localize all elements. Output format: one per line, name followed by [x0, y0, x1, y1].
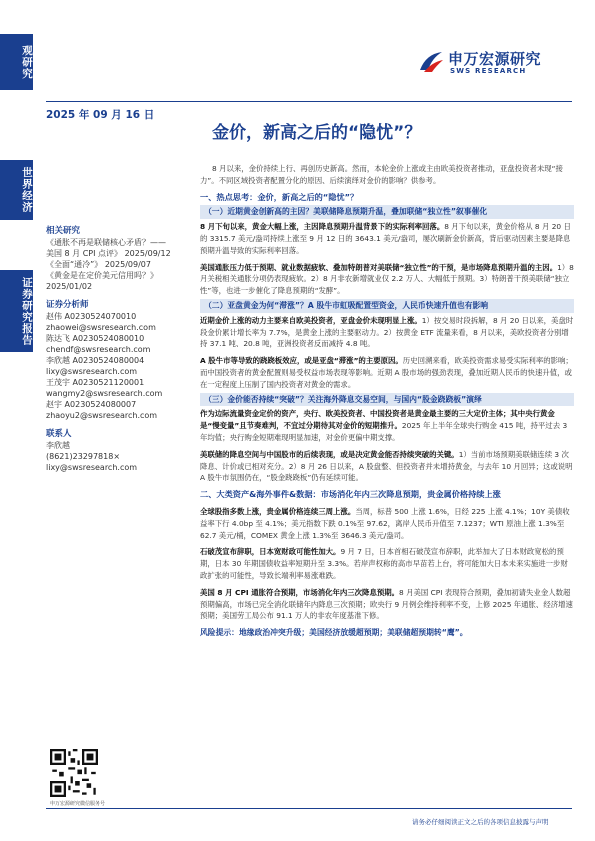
paragraph-body: 8 月美国 CPI 表现符合预期，叠加初请失业金人数超预期偏高，市场已完全消化联储年内降息三次预期；欧央行 9 月例会维持利率不变，上修 2025 年通胀、经济增速预期；美国劳工局公布 91.1 万人的非农年度基准下修。: [200, 587, 573, 621]
paragraph-body: 1）当前市场预期美联储连续 3 次降息、计价或已相对充分。2）8 月 26 日以来，A 股盘整、但投资者并未增持黄金，与去年 10 月回异；这或说明 A 股牛市氛围仍在，“股金跷跷板”仍有延续可能。: [200, 449, 573, 483]
footer-divider: [46, 808, 572, 809]
related-line: 《全面“通冷”》 2025/09/07: [46, 260, 151, 269]
paragraph-body: 1）按交易时段拆解，8 月 20 日以来，美盘时段金价累计增长率为 7.7%，是黄金上涨的主要驱动力。2）按黄金 ETF 流量来看，8 月以来，美欧投资者分别增持 37.1 吨、20.8 吨，亚洲投资者反而减持 4.8 吨。: [200, 315, 574, 349]
paragraph-body: 当周，标普 500 上涨 1.6%，日经 225 上涨 4.1%；10Y 美债收益率下行 4.0bp 至 4.1%；美元指数下跌 0.1%至 97.62，离岸人民币升值至 7.1237；WTI 原油上涨 1.3%至 62.7 美元/桶，COMEX 黄金上涨 1.3%至 3646.3 美元/盎司。: [200, 506, 570, 540]
analyst-line: 陈达飞 A0230524080010: [46, 334, 145, 343]
company-logo: [418, 48, 568, 78]
analyst-line: 王茂宇 A0230521120001: [46, 378, 145, 387]
sidebar-tag-securities-report: 证券研究报告: [0, 270, 33, 352]
paragraph-body: 2025 年上半年全球央行购金 415 吨，持平过去 3 年均值；央行购金短期难现明显加速，对金价更偏中期支撑。: [200, 421, 568, 442]
report-date: 2025 年 09 月 16 日: [46, 109, 155, 121]
contact-heading: 联系人: [46, 429, 72, 439]
section-heading-2: 二、大类资产&海外事件&数据：市场消化年内三次降息预期，贵金属价格持续上涨: [200, 489, 501, 500]
subsection-heading-1-2: （二）亚盘黄金为何“滞涨”？A 股牛市虹吸配置型资金，人民币快速升值也有影响: [200, 299, 574, 313]
sidebar-tag-world-economy: 世界经济: [0, 160, 33, 220]
paragraph-lead: A 股牛市等导致的跷跷板效应，或是亚盘“滞涨”的主要原因。: [200, 356, 403, 366]
analyst-line: 赵宇 A0230524080007: [46, 400, 137, 409]
analysts-heading: 证券分析师: [46, 300, 89, 310]
main-content: [200, 163, 574, 639]
paragraph-lead: 美联储的降息空间与中国股市的后续表现，或是决定黄金能否持续突破的关键。: [200, 449, 459, 459]
paragraph-lead: 美国 8 月 CPI 通胀符合预期，市场消化年内三次降息预期。: [200, 587, 400, 597]
paragraph-body: 9 月 7 日，日本首相石破茂宣布辞职，此举加大了日本财政宽松的预期，日本 30 年期国债收益率短期升至 3.3%。若岸声权称的高市早苗若上台，将可能加大日本未来实施进一步财政扩张的可能性，导致长端利率易涨难跌。: [200, 547, 568, 580]
analyst-line: lixy@swsresearch.com: [46, 367, 138, 376]
paragraph-lead: 美国通胀压力低于预期、就业数据疲软、叠加特朗普对美联储“独立性”的干预，是市场降息预期升温的主因。: [200, 262, 558, 272]
subsection-heading-1-1: （一）近期黄金创新高的主因？美联储降息预期升温，叠加联储“独立性”叙事催化: [200, 205, 574, 219]
side-column: [46, 226, 194, 473]
analyst-line: zhaoyu2@swsresearch.com: [46, 411, 158, 420]
intro-paragraph: 8 月以来，金价持续上行、再创历史新高。然而，本轮金价上涨或主由欧美投资者推动，亚盘投资者未现“接力”。不同区域投资者配置分化的原因、后续演绎对金价的影响？供参考。: [200, 164, 563, 185]
paragraph-lead: 石破茂宣布辞职，日本宽财政可能性加大。: [200, 547, 341, 557]
paragraph-body: 8 月下旬以来，黄金价格从 8 月 20 日的 3315.7 美元/盎司持续上涨至 9 月 12 日的 3643.1 美元/盎司，屡次刷新金价新高，背后驱动因素主要是降息预期升温导致的实际利率回落。: [200, 222, 571, 255]
left-sidebar: [0, 22, 33, 822]
related-line: 2025/01/02: [46, 282, 93, 291]
contact-line: 李欣越: [46, 441, 70, 450]
logo-text-en: SWS RESEARCH: [450, 67, 527, 75]
footer-disclaimer: 请务必仔细阅读正文之后的各项信息披露与声明: [412, 818, 549, 826]
paragraph-lead: 8 月下旬以来，黄金大幅上涨，主因降息预期升温背景下的实际利率回落。: [200, 222, 445, 232]
related-heading: 相关研究: [46, 226, 81, 236]
sidebar-tag-research: 观研究: [0, 34, 33, 90]
logo-mark-icon: [418, 50, 444, 74]
qr-code-icon: [50, 749, 98, 797]
section-heading-1: 一、热点思考：金价，新高之后的“隐忧”？: [200, 191, 359, 202]
analyst-line: 赵伟 A0230524070010: [46, 312, 137, 321]
paragraph-lead: 近期金价上涨的动力主要来自欧美投资者，亚盘金价未现明显上涨。: [200, 315, 422, 325]
qr-caption: 申万宏源研究微信服务号: [50, 801, 106, 807]
paragraph-lead: 作为边际流量资金定价的资产，央行、欧美投资者、中国投资者是黄金最主要的三大定价主体；其中央行黄金是“慢变量”且节奏难判，不宜过分期待其对金价的短期推升。: [200, 409, 555, 431]
paragraph-lead: 全球股指多数上涨，贵金属价格连续三周上涨。: [200, 506, 356, 516]
related-line: 《黄金是在定价美元信用吗？》: [46, 271, 158, 280]
risk-warning: 风险提示：地缘政治冲突升级；美国经济放缓超预期；美联储超预期转“鹰”。: [200, 628, 468, 638]
paragraph-body: 1）8 月关税相关通胀分项仍表现疲软。2）8 月非农新增就业仅 2.2 万人、大幅低于预期。3）特朗普干预美联储“独立性”等，也进一步催化了降息预期的“发酵”。: [200, 262, 574, 296]
analyst-line: zhaowei@swsresearch.com: [46, 323, 156, 332]
paragraph-body: 历史回溯来看，欧美投资需求易受实际利率的影响；而中国投资者的黄金配置则易受权益市场表现等影响。近期 A 股市场的强劲表现，叠加近期人民币的快速升值，或在一定程度上压制了国内投资者对黄金的需求。: [200, 356, 573, 389]
contact-line: (8621)23297818×: [46, 452, 121, 461]
analyst-line: wangmy2@swsresearch.com: [46, 389, 163, 398]
header-divider: [46, 101, 572, 102]
analyst-line: 李欣越 A0230524080004: [46, 356, 145, 365]
subsection-heading-1-3: （三）金价能否持续“突破”？关注海外降息交易空间，与国内“股金跷跷板”演绎: [200, 393, 574, 407]
contact-line: lixy@swsresearch.com: [46, 463, 138, 472]
logo-text-cn: 申万宏源研究: [448, 50, 542, 68]
report-title: 金价，新高之后的“隐忧”？: [212, 123, 422, 143]
related-line: 《通胀不再是联储核心矛盾？——: [46, 238, 166, 247]
related-line: 美国 8 月 CPI 点评》 2025/09/12: [46, 249, 171, 258]
analyst-line: chendf@swsresearch.com: [46, 345, 151, 354]
